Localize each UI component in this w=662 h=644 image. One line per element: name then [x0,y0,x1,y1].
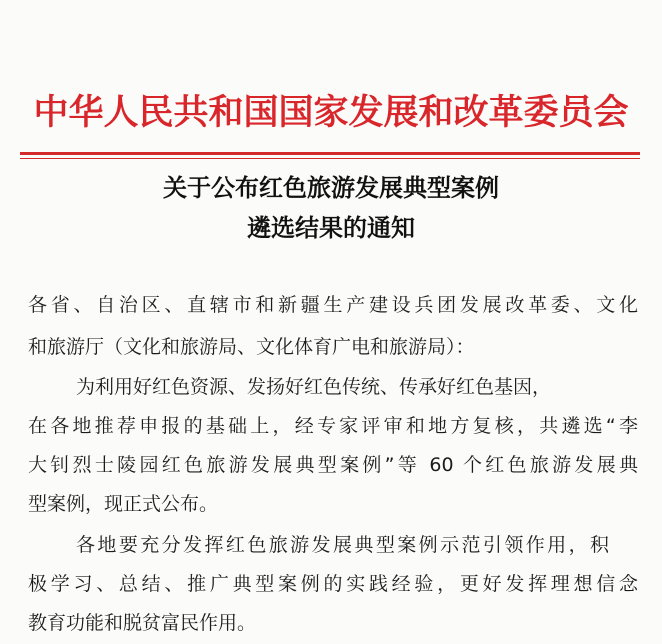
paragraph-2-line-3: 教育功能和脱贫富民作用。 [28,612,257,634]
paragraph-1-line-2: 在各地推荐申报的基础上，经专家评审和地方复核，共遴选“李 [28,415,638,437]
header-rule-thin [20,158,640,159]
header-rule-thick [20,152,640,155]
paragraph-1-line-4: 型案例，现正式公布。 [28,493,219,515]
agency-header: 中华人民共和国国家发展和改革委员会 [33,92,629,133]
paragraph-1-line-1: 为利用好红色资源、发扬好红色传统、传承好红色基因， [76,376,552,398]
paragraph-2-line-2: 极学习、总结、推广典型案例的实践经验，更好发挥理想信念 [28,573,638,595]
paragraph-1-line-3: 大钊烈士陵园红色旅游发展典型案例”等 60 个红色旅游发展典 [28,454,638,476]
salutation-line-2: 和旅游厅（文化和旅游局、文化体育广电和旅游局）： [28,336,475,358]
document-title-line-1: 关于公布红色旅游发展典型案例 [163,174,499,202]
document-title-line-2: 遴选结果的通知 [247,214,415,242]
salutation-line-1: 各省、自治区、直辖市和新疆生产建设兵团发展改革委、文化 [28,294,638,316]
paragraph-2-line-1: 各地要充分发挥红色旅游发展典型案例示范引领作用，积 [76,534,609,556]
